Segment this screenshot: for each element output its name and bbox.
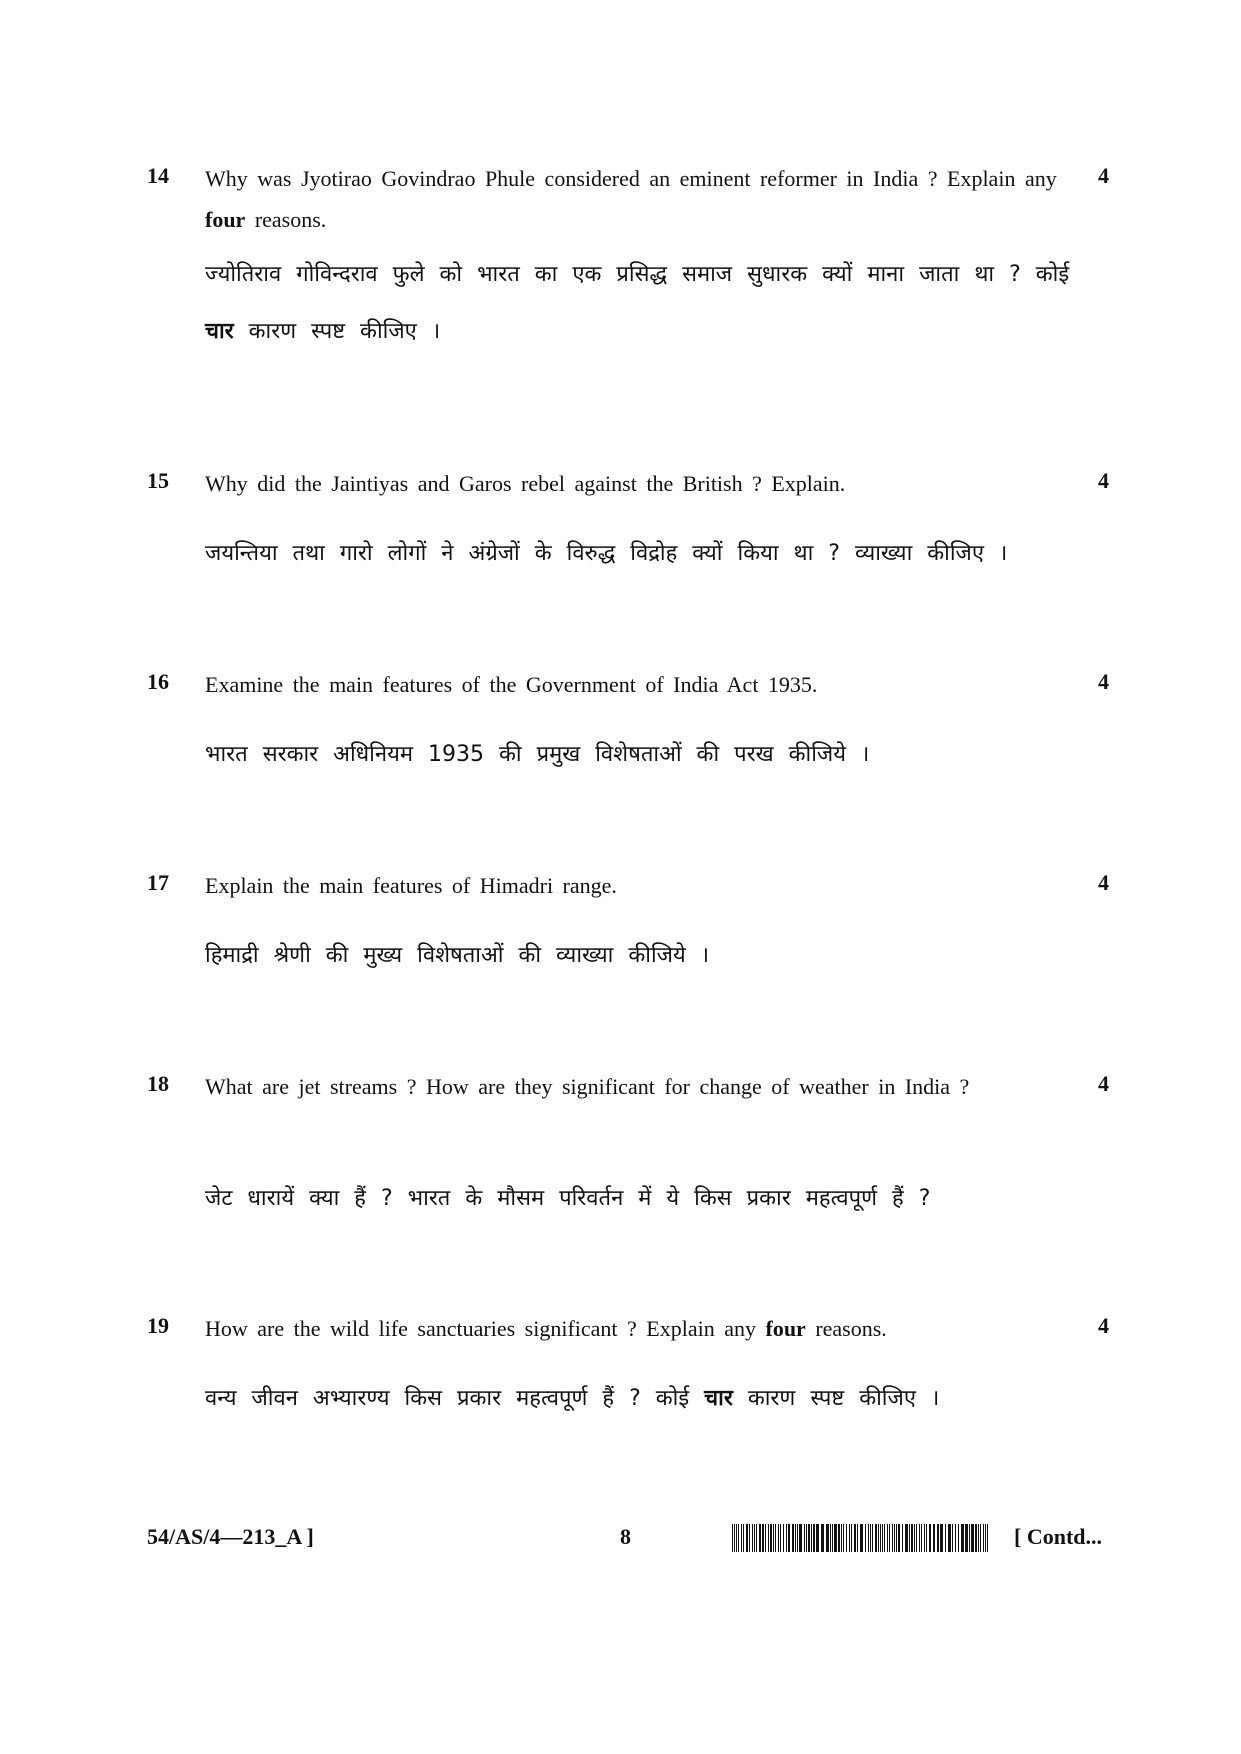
question-text-hindi: जयन्तिया तथा गारो लोगों ने अंग्रेजों के विरुद्ध विद्रोह क्यों किया था ? व्याख्या कीजिए । [205, 541, 1008, 566]
question-number: 16 [147, 669, 169, 694]
question-marks: 4 [1098, 1313, 1109, 1338]
question-text-english: How are the wild life sanctuaries significant ? Explain any four reasons. [205, 1316, 887, 1341]
question-marks: 4 [1098, 163, 1109, 188]
question-number: 18 [147, 1071, 169, 1096]
question-text-english: Why did the Jaintiyas and Garos rebel against the British ? Explain. [205, 471, 846, 496]
question-text-english: Examine the main features of the Government of India Act 1935. [205, 672, 818, 697]
question-number: 15 [147, 468, 169, 493]
question-text-english: What are jet streams ? How are they significant for change of weather in India ? [205, 1074, 970, 1099]
continued-label: [ Contd... [1014, 1524, 1103, 1549]
question-text-hindi: वन्य जीवन अभ्यारण्य किस प्रकार महत्वपूर्ण हैं ? कोई चार कारण स्पष्ट कीजिए । [205, 1386, 940, 1411]
question-text-english: Explain the main features of Himadri range. [205, 873, 617, 898]
question-text-hindi: हिमाद्री श्रेणी की मुख्य विशेषताओं की व्याख्या कीजिये । [205, 943, 710, 968]
question-number: 14 [147, 163, 169, 188]
question-number: 17 [147, 870, 169, 895]
question-text-hindi: ज्योतिराव गोविन्दराव फुले को भारत का एक प्रसिद्ध समाज सुधारक क्यों माना जाता था ? कोई चार कारण स्पष्ट कीजिए । [205, 262, 1070, 344]
page-footer [0, 1524, 1241, 1564]
barcode-image [732, 1524, 988, 1552]
question-marks: 4 [1098, 669, 1109, 694]
paper-code: 54/AS/4—213_A ] [147, 1524, 314, 1549]
question-text-hindi: भारत सरकार अधिनियम 1935 की प्रमुख विशेषताओं की परख कीजिये । [205, 742, 870, 767]
question-marks: 4 [1098, 870, 1109, 895]
question-text-english: Why was Jyotirao Govindrao Phule considered an eminent reformer in India ? Explain any four reasons. [205, 166, 1057, 232]
question-text-hindi: जेट धारायें क्या हैं ? भारत के मौसम परिवर्तन में ये किस प्रकार महत्वपूर्ण हैं ? [205, 1186, 931, 1211]
question-number: 19 [147, 1313, 169, 1338]
page-number: 8 [620, 1524, 631, 1549]
question-marks: 4 [1098, 1071, 1109, 1096]
question-marks: 4 [1098, 468, 1109, 493]
